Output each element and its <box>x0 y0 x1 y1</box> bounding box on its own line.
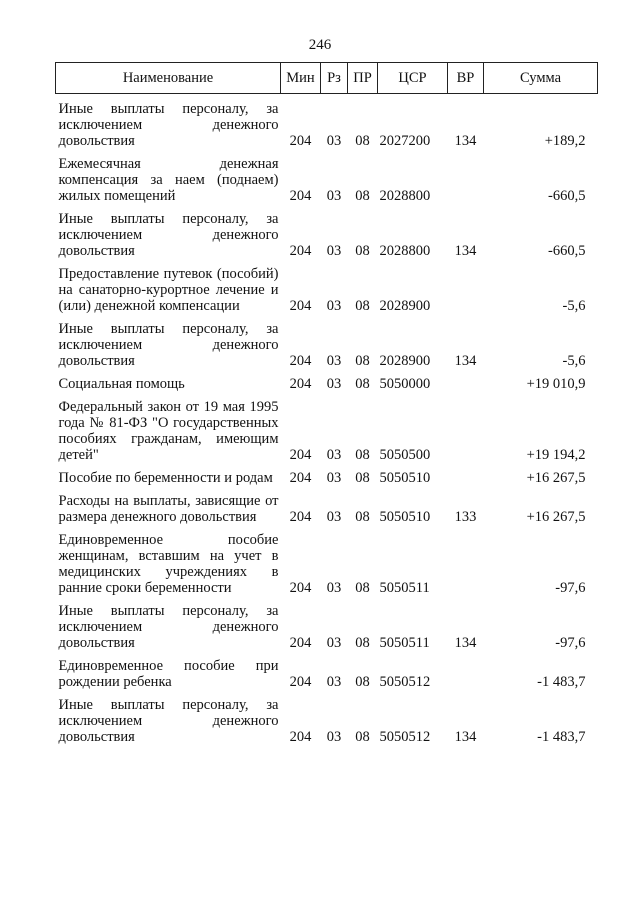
cell-rz: 03 <box>326 580 342 596</box>
table-row <box>56 470 598 486</box>
row-spacer-cell <box>56 149 598 156</box>
cell-csr: 5050500 <box>379 447 431 463</box>
cell-name: Иные выплаты персоналу, за исключением денежного довольствия <box>58 101 279 149</box>
row-spacer-cell <box>56 369 598 376</box>
cell-pr: 08 <box>355 188 370 204</box>
cell-sum: -1 483,7 <box>537 674 586 690</box>
cell-pr: 08 <box>355 580 370 596</box>
cell-rz: 03 <box>326 376 342 392</box>
cell-pr: 08 <box>355 674 370 690</box>
row-spacer-cell <box>56 525 598 532</box>
cell-min: 204 <box>289 353 312 369</box>
row-spacer-cell <box>56 392 598 399</box>
table-header <box>56 63 598 94</box>
table-row <box>56 658 598 690</box>
cell-min: 204 <box>289 188 312 204</box>
cell-sum: +19 194,2 <box>526 447 586 463</box>
table-body <box>56 94 598 746</box>
cell-vr <box>448 376 484 392</box>
cell-csr: 5050512 <box>379 674 431 690</box>
cell-vr <box>448 532 484 596</box>
page-number: 246 <box>308 37 332 53</box>
cell-pr: 08 <box>355 729 370 745</box>
cell-min: 204 <box>289 470 312 486</box>
cell-csr: 2027200 <box>379 133 431 149</box>
cell-min: 204 <box>289 298 312 314</box>
cell-min: 204 <box>289 635 312 651</box>
cell-vr: 133 <box>454 509 477 525</box>
cell-min: 204 <box>289 729 312 745</box>
row-spacer-cell <box>56 596 598 603</box>
row-spacer <box>56 486 598 493</box>
table-row <box>56 532 598 596</box>
table-row <box>56 603 598 651</box>
cell-rz: 03 <box>326 509 342 525</box>
table-row <box>56 493 598 525</box>
row-spacer-cell <box>56 314 598 321</box>
cell-sum: +19 010,9 <box>526 376 586 392</box>
cell-vr: 134 <box>454 635 477 651</box>
cell-name: Иные выплаты персоналу, за исключением денежного довольствия <box>58 697 279 745</box>
cell-csr: 2028800 <box>379 243 431 259</box>
cell-min: 204 <box>289 447 312 463</box>
row-spacer <box>56 314 598 321</box>
row-spacer-cell <box>56 651 598 658</box>
cell-rz: 03 <box>326 447 342 463</box>
cell-name: Расходы на выплаты, зависящие от размера денежного довольствия <box>58 493 279 525</box>
cell-name: Единовременное пособие женщинам, вставшим на учет в медицинских учреждениях в ранние сроки беременности <box>58 532 279 596</box>
header-vr: ВР <box>448 63 484 94</box>
cell-csr: 5050510 <box>379 470 431 486</box>
cell-vr: 134 <box>454 133 477 149</box>
cell-csr: 5050510 <box>379 509 431 525</box>
header-pr: ПР <box>348 63 378 94</box>
cell-csr: 5050512 <box>379 729 431 745</box>
header-sum: Сумма <box>484 63 598 94</box>
row-spacer-cell <box>56 690 598 697</box>
table-row <box>56 376 598 392</box>
cell-vr: 134 <box>454 243 477 259</box>
row-spacer <box>56 94 598 102</box>
header-csr: ЦСР <box>378 63 448 94</box>
row-spacer <box>56 392 598 399</box>
cell-name: Предоставление путевок (пособий) на санаторно-курортное лечение и (или) денежной компенсации <box>58 266 279 314</box>
table-row <box>56 266 598 314</box>
cell-sum: +16 267,5 <box>526 509 586 525</box>
cell-rz: 03 <box>326 133 342 149</box>
header-name: Наименование <box>56 63 281 94</box>
cell-pr: 08 <box>355 133 370 149</box>
row-spacer-cell <box>56 259 598 266</box>
cell-pr: 08 <box>355 353 370 369</box>
cell-name: Федеральный закон от 19 мая 1995 года № 81-ФЗ "О государственных пособиях гражданам, имеющим детей" <box>58 399 279 463</box>
table-row <box>56 399 598 463</box>
cell-name: Ежемесячная денежная компенсация за наем (поднаем) жилых помещений <box>58 156 279 204</box>
cell-sum: -97,6 <box>555 580 586 596</box>
row-spacer-cell <box>56 94 598 102</box>
row-spacer <box>56 149 598 156</box>
row-spacer-cell <box>56 463 598 470</box>
row-spacer <box>56 259 598 266</box>
cell-sum: -660,5 <box>548 188 586 204</box>
cell-pr: 08 <box>355 243 370 259</box>
row-spacer <box>56 651 598 658</box>
row-spacer <box>56 596 598 603</box>
cell-vr: 134 <box>454 353 477 369</box>
cell-csr: 2028900 <box>379 298 431 314</box>
cell-rz: 03 <box>326 353 342 369</box>
cell-name: Иные выплаты персоналу, за исключением денежного довольствия <box>58 211 279 259</box>
cell-name: Иные выплаты персоналу, за исключением денежного довольствия <box>58 603 279 651</box>
row-spacer <box>56 525 598 532</box>
table-row <box>56 321 598 369</box>
row-spacer <box>56 463 598 470</box>
cell-sum: -5,6 <box>562 353 586 369</box>
cell-csr: 5050511 <box>379 635 430 651</box>
cell-csr: 2028900 <box>379 353 431 369</box>
cell-pr: 08 <box>355 447 370 463</box>
cell-pr: 08 <box>355 470 370 486</box>
cell-rz: 03 <box>326 298 342 314</box>
row-spacer <box>56 369 598 376</box>
cell-name: Единовременное пособие при рождении ребенка <box>58 658 279 690</box>
cell-sum: +16 267,5 <box>526 470 586 486</box>
cell-vr <box>448 156 484 204</box>
cell-vr: 134 <box>454 729 477 745</box>
cell-min: 204 <box>289 133 312 149</box>
cell-min: 204 <box>289 674 312 690</box>
header-min: Мин <box>281 63 321 94</box>
cell-rz: 03 <box>326 729 342 745</box>
cell-vr <box>448 470 484 486</box>
header-rz: Рз <box>321 63 348 94</box>
table-row <box>56 697 598 745</box>
cell-sum: -5,6 <box>562 298 586 314</box>
cell-min: 204 <box>289 243 312 259</box>
budget-table <box>55 62 598 745</box>
row-spacer-cell <box>56 486 598 493</box>
table-row <box>56 156 598 204</box>
row-spacer-cell <box>56 204 598 211</box>
cell-vr <box>448 658 484 690</box>
cell-vr <box>448 266 484 314</box>
cell-pr: 08 <box>355 509 370 525</box>
cell-name: Иные выплаты персоналу, за исключением денежного довольствия <box>58 321 279 369</box>
cell-csr: 5050000 <box>379 376 431 392</box>
table-row <box>56 101 598 149</box>
cell-name: Социальная помощь <box>58 376 185 392</box>
cell-pr: 08 <box>355 298 370 314</box>
cell-vr <box>448 399 484 463</box>
cell-min: 204 <box>289 509 312 525</box>
cell-sum: -660,5 <box>548 243 586 259</box>
cell-rz: 03 <box>326 188 342 204</box>
cell-name: Пособие по беременности и родам <box>58 470 273 486</box>
cell-sum: -97,6 <box>555 635 586 651</box>
cell-csr: 5050511 <box>379 580 430 596</box>
table-row <box>56 211 598 259</box>
cell-min: 204 <box>289 376 312 392</box>
cell-sum: +189,2 <box>544 133 586 149</box>
cell-sum: -1 483,7 <box>537 729 586 745</box>
cell-rz: 03 <box>326 470 342 486</box>
cell-rz: 03 <box>326 243 342 259</box>
row-spacer <box>56 690 598 697</box>
cell-csr: 2028800 <box>379 188 431 204</box>
cell-pr: 08 <box>355 635 370 651</box>
row-spacer <box>56 204 598 211</box>
cell-min: 204 <box>289 580 312 596</box>
cell-rz: 03 <box>326 635 342 651</box>
cell-rz: 03 <box>326 674 342 690</box>
cell-pr: 08 <box>355 376 370 392</box>
